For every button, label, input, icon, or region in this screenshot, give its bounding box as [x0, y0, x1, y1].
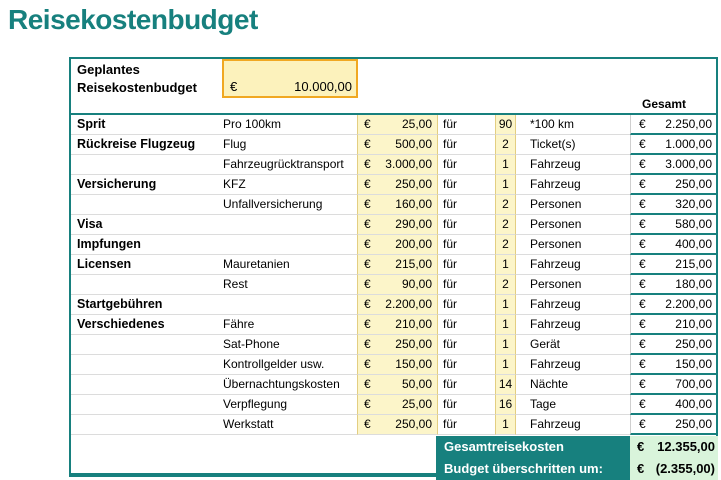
price-input-cell[interactable]: [357, 235, 438, 255]
description-cell: Verpflegung: [222, 395, 357, 415]
total-value: 210,00: [675, 317, 712, 331]
price-currency: €: [364, 397, 371, 411]
category-cell: [71, 375, 222, 395]
description-cell: Sat-Phone: [222, 335, 357, 355]
category-cell: Verschiedenes: [71, 315, 222, 335]
table-row: [71, 275, 716, 295]
price-input-cell[interactable]: [357, 415, 438, 435]
price-value: 160,00: [395, 197, 432, 211]
category-cell: [71, 195, 222, 215]
total-currency: €: [639, 277, 646, 291]
description-cell: Pro 100km: [222, 115, 357, 135]
price-currency: €: [364, 297, 371, 311]
price-value: 210,00: [395, 317, 432, 331]
category-cell: Startgebühren: [71, 295, 222, 315]
planned-budget-label: [77, 61, 197, 97]
table-row: [71, 335, 716, 355]
total-currency: €: [639, 417, 646, 431]
quantity-input-cell[interactable]: 90: [495, 115, 516, 135]
total-value: 250,00: [675, 417, 712, 431]
category-cell: [71, 275, 222, 295]
unit-cell: Fahrzeug: [516, 315, 630, 335]
price-input-cell[interactable]: [357, 375, 438, 395]
budget-rows: [71, 115, 716, 435]
price-value: 250,00: [395, 177, 432, 191]
table-row: [71, 175, 716, 195]
quantity-input-cell[interactable]: 1: [495, 255, 516, 275]
description-cell: Unfallversicherung: [222, 195, 357, 215]
table-row: [71, 295, 716, 315]
quantity-input-cell[interactable]: 1: [495, 155, 516, 175]
table-row: [71, 155, 716, 175]
fuer-label-cell: für: [438, 375, 495, 395]
quantity-input-cell[interactable]: 16: [495, 395, 516, 415]
description-cell: Mauretanien: [222, 255, 357, 275]
total-currency: €: [639, 377, 646, 391]
budget-sheet: [69, 57, 718, 477]
category-cell: Versicherung: [71, 175, 222, 195]
price-value: 25,00: [401, 397, 432, 411]
price-input-cell[interactable]: [357, 155, 438, 175]
sheet-header: [71, 59, 716, 115]
unit-cell: Fahrzeug: [516, 255, 630, 275]
description-cell: Fähre: [222, 315, 357, 335]
total-value: 700,00: [675, 377, 712, 391]
total-cell: [630, 315, 716, 335]
price-input-cell[interactable]: [357, 315, 438, 335]
category-cell: Impfungen: [71, 235, 222, 255]
price-currency: €: [364, 237, 371, 251]
table-row: [71, 355, 716, 375]
total-cell: [630, 375, 716, 395]
description-cell: Fahrzeugrücktransport: [222, 155, 357, 175]
fuer-label-cell: für: [438, 395, 495, 415]
summary-box: [436, 436, 718, 480]
unit-cell: *100 km: [516, 115, 630, 135]
total-currency: €: [639, 337, 646, 351]
summary-over-label: Budget überschritten um:: [444, 461, 603, 476]
price-currency: €: [364, 217, 371, 231]
price-input-cell[interactable]: [357, 335, 438, 355]
price-input-cell[interactable]: [357, 115, 438, 135]
total-cell: [630, 255, 716, 275]
table-row: [71, 215, 716, 235]
fuer-label-cell: für: [438, 115, 495, 135]
price-currency: €: [364, 377, 371, 391]
unit-cell: Personen: [516, 215, 630, 235]
price-value: 150,00: [395, 357, 432, 371]
total-currency: €: [639, 157, 646, 171]
total-cell: [630, 235, 716, 255]
price-input-cell[interactable]: [357, 275, 438, 295]
price-value: 3.000,00: [385, 157, 432, 171]
price-currency: €: [364, 197, 371, 211]
price-currency: €: [364, 117, 371, 131]
price-value: 290,00: [395, 217, 432, 231]
price-input-cell[interactable]: [357, 255, 438, 275]
total-value: 1.000,00: [665, 137, 712, 151]
unit-cell: Fahrzeug: [516, 415, 630, 435]
fuer-label-cell: für: [438, 175, 495, 195]
table-row: [71, 315, 716, 335]
price-value: 250,00: [395, 417, 432, 431]
total-cell: [630, 415, 716, 435]
category-cell: [71, 395, 222, 415]
quantity-input-cell[interactable]: 1: [495, 295, 516, 315]
total-value: 400,00: [675, 237, 712, 251]
total-cell: [630, 115, 716, 135]
description-cell: Flug: [222, 135, 357, 155]
unit-cell: Nächte: [516, 375, 630, 395]
quantity-input-cell[interactable]: 2: [495, 195, 516, 215]
summary-over-row: [436, 458, 718, 480]
price-value: 500,00: [395, 137, 432, 151]
total-cell: [630, 135, 716, 155]
fuer-label-cell: für: [438, 335, 495, 355]
category-cell: [71, 155, 222, 175]
price-currency: €: [364, 137, 371, 151]
total-currency: €: [639, 117, 646, 131]
fuer-label-cell: für: [438, 415, 495, 435]
description-cell: Rest: [222, 275, 357, 295]
table-row: [71, 115, 716, 135]
quantity-input-cell[interactable]: 1: [495, 315, 516, 335]
page-title: Reisekostenbudget: [8, 4, 258, 35]
unit-cell: Ticket(s): [516, 135, 630, 155]
total-cell: [630, 295, 716, 315]
price-value: 215,00: [395, 257, 432, 271]
quantity-input-cell[interactable]: 14: [495, 375, 516, 395]
table-row: [71, 255, 716, 275]
total-currency: €: [639, 197, 646, 211]
quantity-input-cell[interactable]: 1: [495, 415, 516, 435]
price-value: 2.200,00: [385, 297, 432, 311]
summary-total-value-cell: [630, 436, 718, 458]
summary-over-value: (2.355,00): [655, 461, 715, 476]
total-currency: €: [639, 297, 646, 311]
summary-total-value: 12.355,00: [657, 439, 715, 454]
total-value: 320,00: [675, 197, 712, 211]
total-currency: €: [639, 357, 646, 371]
quantity-input-cell[interactable]: 2: [495, 275, 516, 295]
quantity-input-cell[interactable]: 2: [495, 215, 516, 235]
total-value: 180,00: [675, 277, 712, 291]
table-row: [71, 415, 716, 435]
total-currency: €: [639, 237, 646, 251]
category-cell: [71, 355, 222, 375]
total-value: 150,00: [675, 357, 712, 371]
unit-cell: Fahrzeug: [516, 355, 630, 375]
category-cell: [71, 415, 222, 435]
price-input-cell[interactable]: [357, 295, 438, 315]
price-value: 90,00: [401, 277, 432, 291]
total-cell: [630, 335, 716, 355]
category-cell: Licensen: [71, 255, 222, 275]
fuer-label-cell: für: [438, 195, 495, 215]
table-row: [71, 375, 716, 395]
fuer-label-cell: für: [438, 155, 495, 175]
total-cell: [630, 395, 716, 415]
price-currency: €: [364, 157, 371, 171]
price-input-cell[interactable]: [357, 395, 438, 415]
summary-total-currency: €: [637, 439, 645, 454]
price-currency: €: [364, 257, 371, 271]
total-cell: [630, 275, 716, 295]
planned-budget-input-cell[interactable]: [222, 59, 358, 98]
price-input-cell[interactable]: [357, 355, 438, 375]
gesamt-column-header: Gesamt: [641, 97, 687, 111]
fuer-label-cell: für: [438, 355, 495, 375]
total-value: 2.200,00: [665, 297, 712, 311]
unit-cell: Personen: [516, 235, 630, 255]
total-currency: €: [639, 137, 646, 151]
total-cell: [630, 195, 716, 215]
price-currency: €: [364, 337, 371, 351]
fuer-label-cell: für: [438, 135, 495, 155]
category-cell: Visa: [71, 215, 222, 235]
summary-total-label: Gesamtreisekosten: [444, 439, 564, 454]
unit-cell: Personen: [516, 275, 630, 295]
summary-over-value-cell: [630, 458, 718, 480]
total-currency: €: [639, 257, 646, 271]
table-row: [71, 235, 716, 255]
total-value: 250,00: [675, 177, 712, 191]
total-currency: €: [639, 397, 646, 411]
unit-cell: Tage: [516, 395, 630, 415]
price-input-cell[interactable]: [357, 215, 438, 235]
price-currency: €: [364, 417, 371, 431]
total-currency: €: [639, 317, 646, 331]
price-value: 250,00: [395, 337, 432, 351]
fuer-label-cell: für: [438, 255, 495, 275]
planned-budget-currency: €: [230, 79, 238, 94]
price-input-cell[interactable]: [357, 175, 438, 195]
price-currency: €: [364, 177, 371, 191]
description-cell: [222, 295, 357, 315]
unit-cell: Fahrzeug: [516, 155, 630, 175]
description-cell: [222, 235, 357, 255]
total-value: 580,00: [675, 217, 712, 231]
price-input-cell[interactable]: [357, 195, 438, 215]
description-cell: Übernachtungskosten: [222, 375, 357, 395]
total-value: 3.000,00: [665, 157, 712, 171]
total-cell: [630, 355, 716, 375]
planned-budget-value: 10.000,00: [294, 79, 352, 94]
total-value: 250,00: [675, 337, 712, 351]
planned-budget-label-line1: Geplantes: [77, 62, 140, 77]
fuer-label-cell: für: [438, 235, 495, 255]
fuer-label-cell: für: [438, 275, 495, 295]
total-cell: [630, 175, 716, 195]
category-cell: [71, 335, 222, 355]
unit-cell: Personen: [516, 195, 630, 215]
category-cell: Rückreise Flugzeug: [71, 135, 222, 155]
description-cell: [222, 215, 357, 235]
summary-over-currency: €: [637, 461, 645, 476]
planned-budget-label-line2: Reisekostenbudget: [77, 80, 197, 95]
total-value: 2.250,00: [665, 117, 712, 131]
summary-total-row: [436, 436, 718, 458]
table-row: [71, 195, 716, 215]
price-value: 50,00: [401, 377, 432, 391]
price-currency: €: [364, 317, 371, 331]
quantity-input-cell[interactable]: 1: [495, 335, 516, 355]
quantity-input-cell[interactable]: 1: [495, 355, 516, 375]
quantity-input-cell[interactable]: 2: [495, 135, 516, 155]
price-value: 200,00: [395, 237, 432, 251]
fuer-label-cell: für: [438, 295, 495, 315]
table-row: [71, 395, 716, 415]
description-cell: KFZ: [222, 175, 357, 195]
fuer-label-cell: für: [438, 315, 495, 335]
price-currency: €: [364, 357, 371, 371]
total-value: 400,00: [675, 397, 712, 411]
description-cell: Kontrollgelder usw.: [222, 355, 357, 375]
price-currency: €: [364, 277, 371, 291]
category-cell: Sprit: [71, 115, 222, 135]
price-input-cell[interactable]: [357, 135, 438, 155]
fuer-label-cell: für: [438, 215, 495, 235]
description-cell: Werkstatt: [222, 415, 357, 435]
unit-cell: Gerät: [516, 335, 630, 355]
quantity-input-cell[interactable]: 1: [495, 175, 516, 195]
table-row: [71, 135, 716, 155]
unit-cell: Fahrzeug: [516, 175, 630, 195]
total-currency: €: [639, 177, 646, 191]
total-cell: [630, 215, 716, 235]
total-value: 215,00: [675, 257, 712, 271]
unit-cell: Fahrzeug: [516, 295, 630, 315]
total-currency: €: [639, 217, 646, 231]
price-value: 25,00: [401, 117, 432, 131]
quantity-input-cell[interactable]: 2: [495, 235, 516, 255]
total-cell: [630, 155, 716, 175]
